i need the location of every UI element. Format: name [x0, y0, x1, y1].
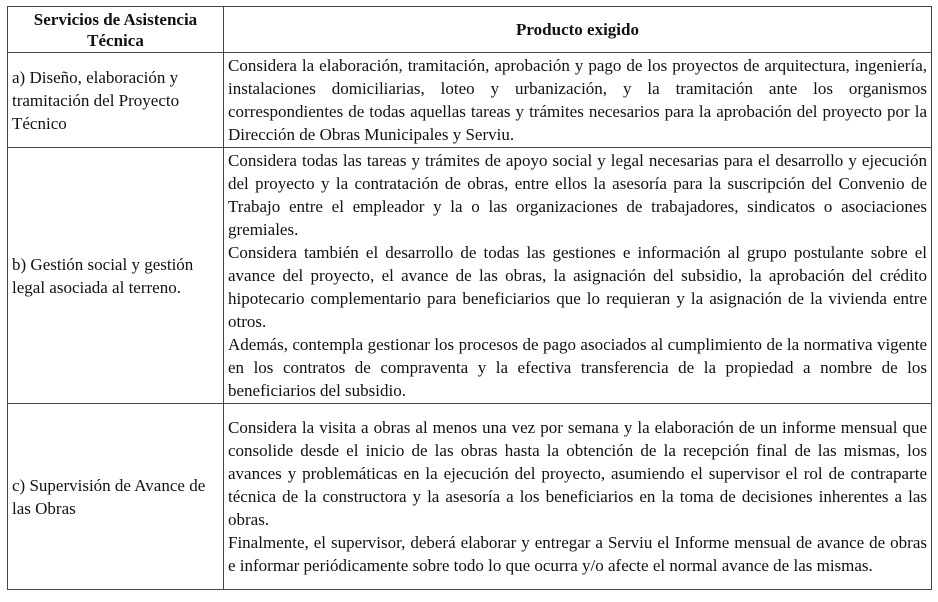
table-header-row — [8, 7, 932, 53]
table-row — [8, 404, 932, 590]
product-paragraph: Considera la visita a obras al menos una vez por semana y la elaboración de un informe mensual que consolide desde el inicio de las obras hasta la obtención de la recepción final de las mismas, los avances y problemáticas en la ejecución del proyecto, asumiendo el supervisor el rol de contraparte técnica de la constructora y la asesoría a los beneficiarios en la toma de decisiones inherentes a las obras. — [228, 418, 927, 529]
services-table — [7, 6, 932, 590]
header-service: Servicios de Asistencia Técnica — [8, 7, 224, 53]
product-cell — [224, 148, 932, 404]
product-paragraph: Finalmente, el supervisor, deberá elaborar y entregar a Serviu el Informe mensual de avance de obras e informar periódicamente sobre todo lo que ocurra y/o afecte el normal avance de las mismas. — [228, 533, 927, 575]
service-cell: c) Supervisión de Avance de las Obras — [8, 404, 224, 590]
table-row — [8, 148, 932, 404]
product-paragraph: Considera la elaboración, tramitación, aprobación y pago de los proyectos de arquitectura, ingeniería, instalaciones domiciliarias, loteo y urbanización, y la tramitación ante los organismos correspondientes de todas aquellas tareas y trámites necesarios para la aprobación del proyecto por la Dirección de Obras Municipales y Serviu. — [228, 56, 927, 144]
service-cell: b) Gestión social y gestión legal asociada al terreno. — [8, 148, 224, 404]
service-cell: a) Diseño, elaboración y tramitación del Proyecto Técnico — [8, 53, 224, 148]
header-product: Producto exigido — [224, 7, 932, 53]
product-cell — [224, 404, 932, 590]
product-cell — [224, 53, 932, 148]
product-paragraph: Considera también el desarrollo de todas las gestiones e información al grupo postulante sobre el avance del proyecto, el avance de las obras, la asignación del subsidio, la aprobación del crédito hipotecario complementario para beneficiarios que lo requieran y la asignación de la vivienda entre otros. — [228, 243, 927, 331]
product-paragraph: Además, contempla gestionar los procesos de pago asociados al cumplimiento de la normativa vigente en los contratos de compraventa y la efectiva transferencia de la propiedad a nombre de los beneficiarios del subsidio. — [228, 335, 927, 400]
product-paragraph: Considera todas las tareas y trámites de apoyo social y legal necesarias para el desarrollo y ejecución del proyecto y la contratación de obras, entre ellos la asesoría para la suscripción del Convenio de Trabajo entre el empleador y la o las organizaciones de trabajadores, sindicatos o asociaciones gremiales. — [228, 151, 927, 239]
table-row — [8, 53, 932, 148]
services-table-container — [7, 6, 931, 590]
